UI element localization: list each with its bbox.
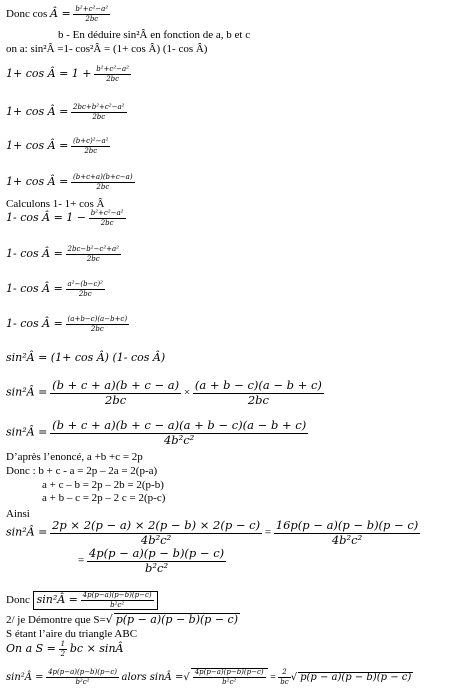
fraction bbox=[94, 66, 131, 83]
fraction-2 bbox=[274, 520, 421, 546]
math: 1+ cos Â = 1 + bbox=[6, 67, 92, 81]
on-a-s-line bbox=[6, 641, 123, 658]
sin-2p-line bbox=[6, 520, 420, 546]
sin-simplified-line bbox=[78, 548, 226, 574]
numerator: (b+c)²−a² bbox=[73, 137, 109, 145]
fraction bbox=[73, 6, 110, 23]
denominator: 4b²c² bbox=[140, 532, 172, 547]
minus-cos-line-1 bbox=[6, 210, 126, 227]
denominator: b²c² bbox=[145, 560, 169, 575]
enonce-line: D’après l’enoncé, a +b +c = 2p bbox=[6, 451, 143, 463]
numerator: 4p(p−a)(p−b)(p−c) bbox=[48, 668, 117, 676]
math: 1+ cos Â = bbox=[6, 105, 69, 119]
text: 2/ je Démontre que S= bbox=[6, 614, 106, 626]
numerator: b²+c²−a² bbox=[96, 65, 129, 73]
math: sin²Â = bbox=[6, 671, 44, 683]
sqrt-sign: √ bbox=[105, 613, 113, 626]
sin-combined-line bbox=[6, 420, 308, 446]
math: sin²Â = bbox=[6, 525, 48, 539]
denominator: b²c² bbox=[75, 678, 90, 686]
fraction bbox=[46, 669, 119, 686]
denominator: 2bc bbox=[78, 290, 92, 298]
numerator: a²−(b−c)² bbox=[67, 280, 103, 288]
fraction bbox=[71, 174, 135, 191]
final-line bbox=[6, 668, 413, 686]
donc-cos-line bbox=[6, 6, 110, 23]
sqrt-sign: √ bbox=[183, 671, 190, 683]
math: alors sinÂ = bbox=[121, 671, 184, 683]
math: sin²Â = bbox=[6, 425, 48, 439]
text: Donc cos bbox=[6, 8, 48, 21]
fraction bbox=[89, 210, 126, 227]
fraction bbox=[59, 641, 67, 658]
denominator: 2bc bbox=[106, 75, 120, 83]
plus-cos-line-2 bbox=[6, 104, 127, 121]
equals: = bbox=[270, 671, 276, 683]
fraction bbox=[71, 138, 110, 155]
calculons-line: Calculons 1- 1+ cos Â bbox=[6, 198, 105, 210]
numerator: 16p(p − a)(p − b)(p − c) bbox=[275, 518, 419, 532]
denominator: 2bc bbox=[100, 219, 114, 227]
numerator: 2 bbox=[278, 669, 290, 678]
donc-b-line: Donc : b + c - a = 2p – 2a = 2(p-a) bbox=[6, 465, 158, 477]
numerator: (a + b − c)(a − b + c) bbox=[194, 378, 322, 392]
denominator: 2bc bbox=[96, 183, 110, 191]
sin-two-fractions-line bbox=[6, 380, 324, 406]
on-a-line: on a: sin²Â =1- cos²Â = (1+ cos Â) (1- cos Â) bbox=[6, 43, 208, 55]
math: 1- cos Â = bbox=[6, 247, 63, 261]
minus-cos-line-4 bbox=[6, 316, 129, 333]
fraction bbox=[66, 246, 121, 263]
math: sin²Â = bbox=[6, 385, 48, 399]
denominator: 2bc bbox=[85, 15, 99, 23]
text: Donc bbox=[6, 594, 30, 607]
math: 1- cos Â = 1 − bbox=[6, 211, 87, 225]
numerator: 2p × 2(p − a) × 2(p − b) × 2(p − c) bbox=[52, 518, 261, 532]
numerator: b²+c²−a² bbox=[90, 209, 124, 217]
radicand bbox=[191, 668, 268, 686]
minus-cos-line-3 bbox=[6, 281, 105, 298]
minus-cos-line-2 bbox=[6, 246, 121, 263]
denominator: b²c² bbox=[110, 601, 125, 609]
denominator: 2bc bbox=[247, 392, 269, 407]
fraction bbox=[81, 592, 154, 609]
numerator: 2bc−b²−c²+a² bbox=[67, 245, 119, 253]
fraction bbox=[71, 104, 126, 121]
denominator: bc bbox=[280, 678, 289, 686]
deduire-line: b - En déduire sin²Â en fonction de a, b et c bbox=[58, 29, 251, 41]
denominator: b²c² bbox=[222, 678, 237, 686]
fraction-1 bbox=[50, 380, 181, 406]
math: 1+ cos Â = bbox=[6, 175, 69, 189]
denominator: 4b²c² bbox=[163, 432, 195, 447]
acb-line: a + c – b = 2p – 2b = 2(p-b) bbox=[42, 479, 164, 491]
numerator: 4p(p−a)(p−b)(p−c) bbox=[194, 668, 264, 676]
math: Â = bbox=[50, 7, 71, 21]
denominator: 2bc bbox=[86, 255, 100, 263]
math: bc × sinÂ bbox=[69, 642, 124, 656]
plus-cos-line-1 bbox=[6, 66, 131, 83]
ainsi-line: Ainsi bbox=[6, 508, 30, 520]
math: 1- cos Â = bbox=[6, 317, 63, 331]
math: On a S = bbox=[6, 642, 56, 656]
times-sign: × bbox=[183, 386, 191, 399]
s-etant-line: S étant l’aire du triangle ABC bbox=[6, 628, 138, 640]
fraction bbox=[50, 420, 308, 446]
denominator: 2bc bbox=[105, 392, 127, 407]
numerator: (b+c+a)(b+c−a) bbox=[73, 173, 133, 181]
numerator: (b + c + a)(b + c − a) bbox=[52, 378, 180, 392]
sqrt-sign: √ bbox=[290, 671, 298, 683]
fraction bbox=[87, 548, 226, 574]
numerator: 4p(p − a)(p − b)(p − c) bbox=[88, 546, 225, 560]
denominator: 2bc bbox=[84, 147, 98, 155]
plus-cos-line-4 bbox=[6, 174, 135, 191]
donc-box-line bbox=[6, 591, 158, 610]
plus-cos-line-3 bbox=[6, 138, 110, 155]
math: 1+ cos Â = bbox=[6, 139, 69, 153]
fraction bbox=[66, 316, 130, 333]
numerator: 4p(p−a)(p−b)(p−c) bbox=[82, 591, 152, 599]
numerator: (b + c + a)(b + c − a)(a + b − c)(a − b + c) bbox=[52, 418, 307, 432]
fraction-2 bbox=[193, 380, 324, 406]
denominator: 2bc bbox=[92, 113, 106, 121]
equals: = bbox=[78, 554, 85, 567]
radicand: p(p − a)(p − b)(p − c) bbox=[115, 613, 239, 626]
abc-line: a + b – c = 2p – 2 c = 2(p-c) bbox=[42, 492, 166, 504]
denominator: 4b²c² bbox=[331, 532, 363, 547]
fraction bbox=[50, 520, 262, 546]
sin-product-line: sin²Â = (1+ cos Â) (1- cos Â) bbox=[6, 351, 166, 364]
numerator: (a+b−c)(a−b+c) bbox=[67, 315, 128, 323]
denominator: 2 bbox=[60, 650, 66, 658]
numerator: 2bc+b²+c²−a² bbox=[73, 103, 125, 111]
numerator: b²+c²−a² bbox=[75, 5, 109, 13]
equals: = bbox=[264, 526, 272, 539]
demontre-line bbox=[6, 613, 240, 626]
result-box bbox=[33, 591, 158, 610]
denominator: 2bc bbox=[90, 325, 104, 333]
math: sin²Â = bbox=[36, 593, 78, 607]
math: 1- cos Â = bbox=[6, 282, 63, 296]
numerator: 1 bbox=[60, 640, 66, 648]
fraction bbox=[193, 669, 266, 686]
radicand: p(p − a)(p − b)(p − c) bbox=[300, 671, 412, 683]
fraction bbox=[278, 669, 290, 686]
fraction bbox=[66, 281, 105, 298]
